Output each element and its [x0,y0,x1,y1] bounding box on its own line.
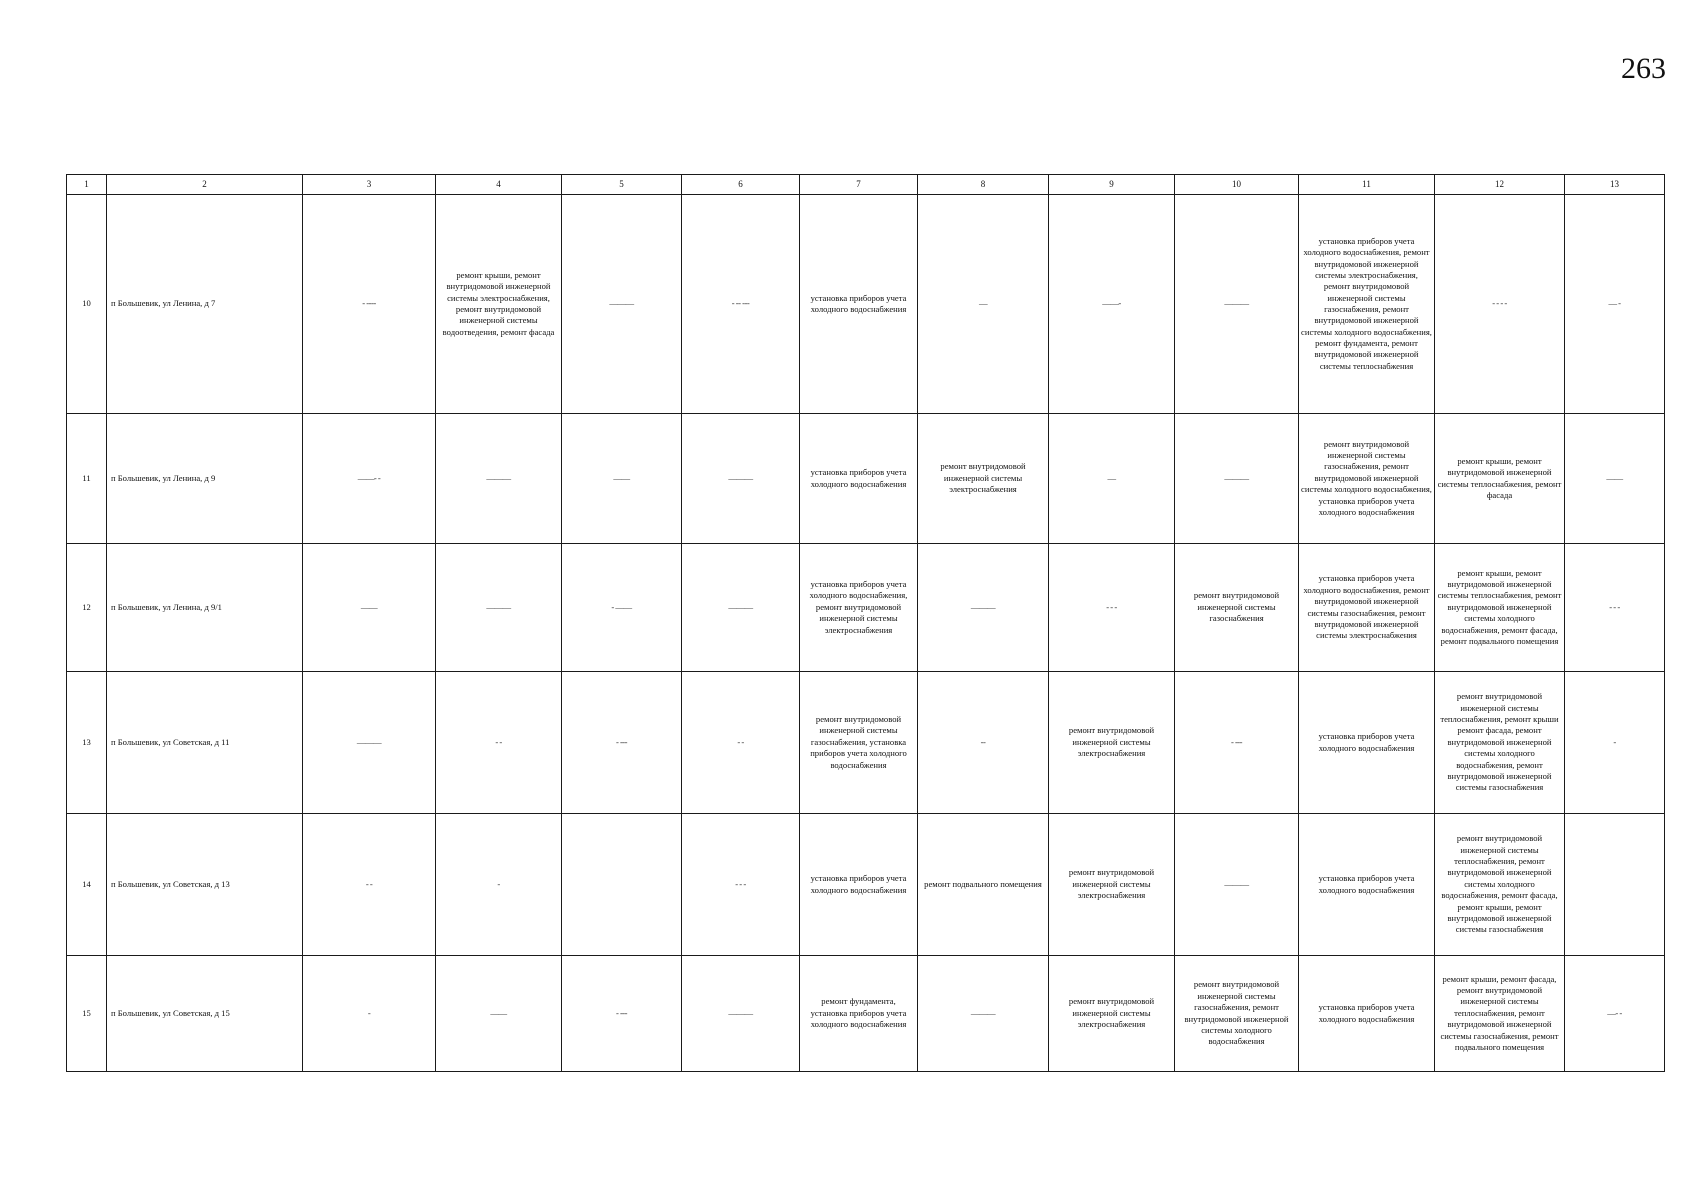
table-cell: ремонт внутридомовой инженерной системы теплоснабжения, ремонт внутридомовой инженерной системы холодного водоснабжения, ремонт фасада, ремонт крыши, ремонт внутридомовой инженерной системы газоснабжения [1435,814,1565,956]
header-row [67,175,1665,195]
row-number: 11 [67,414,107,544]
table-cell: установка приборов учета холодного водоснабжения [1299,672,1435,814]
table-cell: ремонт крыши, ремонт фасада, ремонт внутридомовой инженерной системы теплоснабжения, ремонт внутридомовой инженерной системы газоснабжения, ремонт подвального помещения [1435,956,1565,1072]
table-cell: ремонт крыши, ремонт внутридомовой инженерной системы теплоснабжения, ремонт внутридомовой инженерной системы холодного водоснабжения, ремонт фасада, ремонт подвального помещения [1435,544,1565,672]
table-cell: - [1565,672,1665,814]
column-header: 12 [1435,175,1565,195]
table-cell: - - - [1565,544,1665,672]
table-cell: - --- [562,672,682,814]
address-cell: п Большевик, ул Советская, д 11 [107,672,303,814]
table-cell: установка приборов учета холодного водоснабжения, ремонт внутридомовой инженерной системы электроснабжения, ремонт внутридомовой инженерной системы газоснабжения, ремонт внутридомовой инженерной системы холодного водоснабжения, ремонт фундамента, ремонт внутридомовой инженерной системы теплоснабжения [1299,195,1435,414]
row-number: 15 [67,956,107,1072]
table-cell: - - [436,672,562,814]
address-cell: п Большевик, ул Советская, д 13 [107,814,303,956]
table-cell: ——— [682,544,800,672]
table-cell: ремонт крыши, ремонт внутридомовой инженерной системы электроснабжения, ремонт внутридомовой инженерной системы водоотведения, ремонт фасада [436,195,562,414]
table-cell: ремонт фундамента, установка приборов учета холодного водоснабжения [800,956,918,1072]
column-header: 8 [918,175,1049,195]
column-header: 9 [1049,175,1175,195]
table-cell: ремонт внутридомовой инженерной системы газоснабжения, ремонт внутридомовой инженерной системы холодного водоснабжения, установка приборов учета холодного водоснабжения [1299,414,1435,544]
address-cell: п Большевик, ул Ленина, д 9/1 [107,544,303,672]
table-cell: ——- [1049,195,1175,414]
table-cell: — [918,195,1049,414]
table-cell: установка приборов учета холодного водоснабжения [1299,956,1435,1072]
table-cell: ремонт внутридомовой инженерной системы газоснабжения, установка приборов учета холодного водоснабжения [800,672,918,814]
table-cell: ——- - [303,414,436,544]
table-cell: ——— [562,195,682,414]
table-cell: установка приборов учета холодного водоснабжения, ремонт внутридомовой инженерной системы электроснабжения [800,544,918,672]
table-row [67,414,1665,544]
column-header: 2 [107,175,303,195]
table-cell: - - - [682,814,800,956]
row-number: 12 [67,544,107,672]
table-row [67,195,1665,414]
table-cell: - [436,814,562,956]
table-cell: ремонт крыши, ремонт внутридомовой инженерной системы теплоснабжения, ремонт фасада [1435,414,1565,544]
table-cell: - --- [1175,672,1299,814]
page-number: 263 [1621,52,1666,85]
table-cell: - ---- [303,195,436,414]
table-cell: ремонт внутридомовой инженерной системы теплоснабжения, ремонт крыши ремонт фасада, ремонт внутридомовой инженерной системы холодного водоснабжения, ремонт внутридомовой инженерной системы газоснабжения [1435,672,1565,814]
table-cell: ——— [682,956,800,1072]
table-cell: ——— [682,414,800,544]
table-row [67,672,1665,814]
table-cell: установка приборов учета холодного водоснабжения [800,814,918,956]
table-cell: ремонт внутридомовой инженерной системы электроснабжения [1049,672,1175,814]
table-cell: —— [436,956,562,1072]
table-cell: установка приборов учета холодного водоснабжения, ремонт внутридомовой инженерной системы газоснабжения, ремонт внутридомовой инженерной системы электроснабжения [1299,544,1435,672]
table-cell: ——— [303,672,436,814]
column-header: 3 [303,175,436,195]
table-cell: ——— [436,414,562,544]
column-header: 4 [436,175,562,195]
table-cell [1565,814,1665,956]
table-cell: установка приборов учета холодного водоснабжения [800,195,918,414]
table-cell: ——— [918,956,1049,1072]
table-cell: ремонт подвального помещения [918,814,1049,956]
table-cell: установка приборов учета холодного водоснабжения [800,414,918,544]
table-cell: - - - [1049,544,1175,672]
column-header: 1 [67,175,107,195]
table-cell: - - - - [1435,195,1565,414]
table-cell: ——— [436,544,562,672]
table-cell: ремонт внутридомовой инженерной системы электроснабжения [1049,814,1175,956]
table-cell: —— [562,414,682,544]
works-table [66,174,1665,1072]
row-number: 10 [67,195,107,414]
column-header: 10 [1175,175,1299,195]
table-cell: - - [303,814,436,956]
table-cell: — [1049,414,1175,544]
table-cell: —— [303,544,436,672]
table-cell: - -- --- [682,195,800,414]
column-header: 7 [800,175,918,195]
address-cell: п Большевик, ул Ленина, д 9 [107,414,303,544]
table-row [67,814,1665,956]
column-header: 6 [682,175,800,195]
table-cell: установка приборов учета холодного водоснабжения [1299,814,1435,956]
table-cell: - --- [562,956,682,1072]
table-cell: -- [918,672,1049,814]
table-cell: ремонт внутридомовой инженерной системы газоснабжения, ремонт внутридомовой инженерной системы холодного водоснабжения [1175,956,1299,1072]
table-cell: - - [682,672,800,814]
column-header: 13 [1565,175,1665,195]
table-cell: —- - [1565,956,1665,1072]
address-cell: п Большевик, ул Советская, д 15 [107,956,303,1072]
table-cell: — - [1565,195,1665,414]
table-cell: - [303,956,436,1072]
table-cell: ремонт внутридомовой инженерной системы электроснабжения [1049,956,1175,1072]
table-cell: ——— [1175,814,1299,956]
table-row [67,544,1665,672]
row-number: 13 [67,672,107,814]
table-cell: - —— [562,544,682,672]
row-number: 14 [67,814,107,956]
table-cell: —— [1565,414,1665,544]
table-cell: ремонт внутридомовой инженерной системы газоснабжения [1175,544,1299,672]
table-cell: ——— [1175,414,1299,544]
table-cell: ремонт внутридомовой инженерной системы электроснабжения [918,414,1049,544]
table-cell [562,814,682,956]
address-cell: п Большевик, ул Ленина, д 7 [107,195,303,414]
column-header: 5 [562,175,682,195]
table-row [67,956,1665,1072]
table-cell: ——— [918,544,1049,672]
column-header: 11 [1299,175,1435,195]
table-cell: ——— [1175,195,1299,414]
